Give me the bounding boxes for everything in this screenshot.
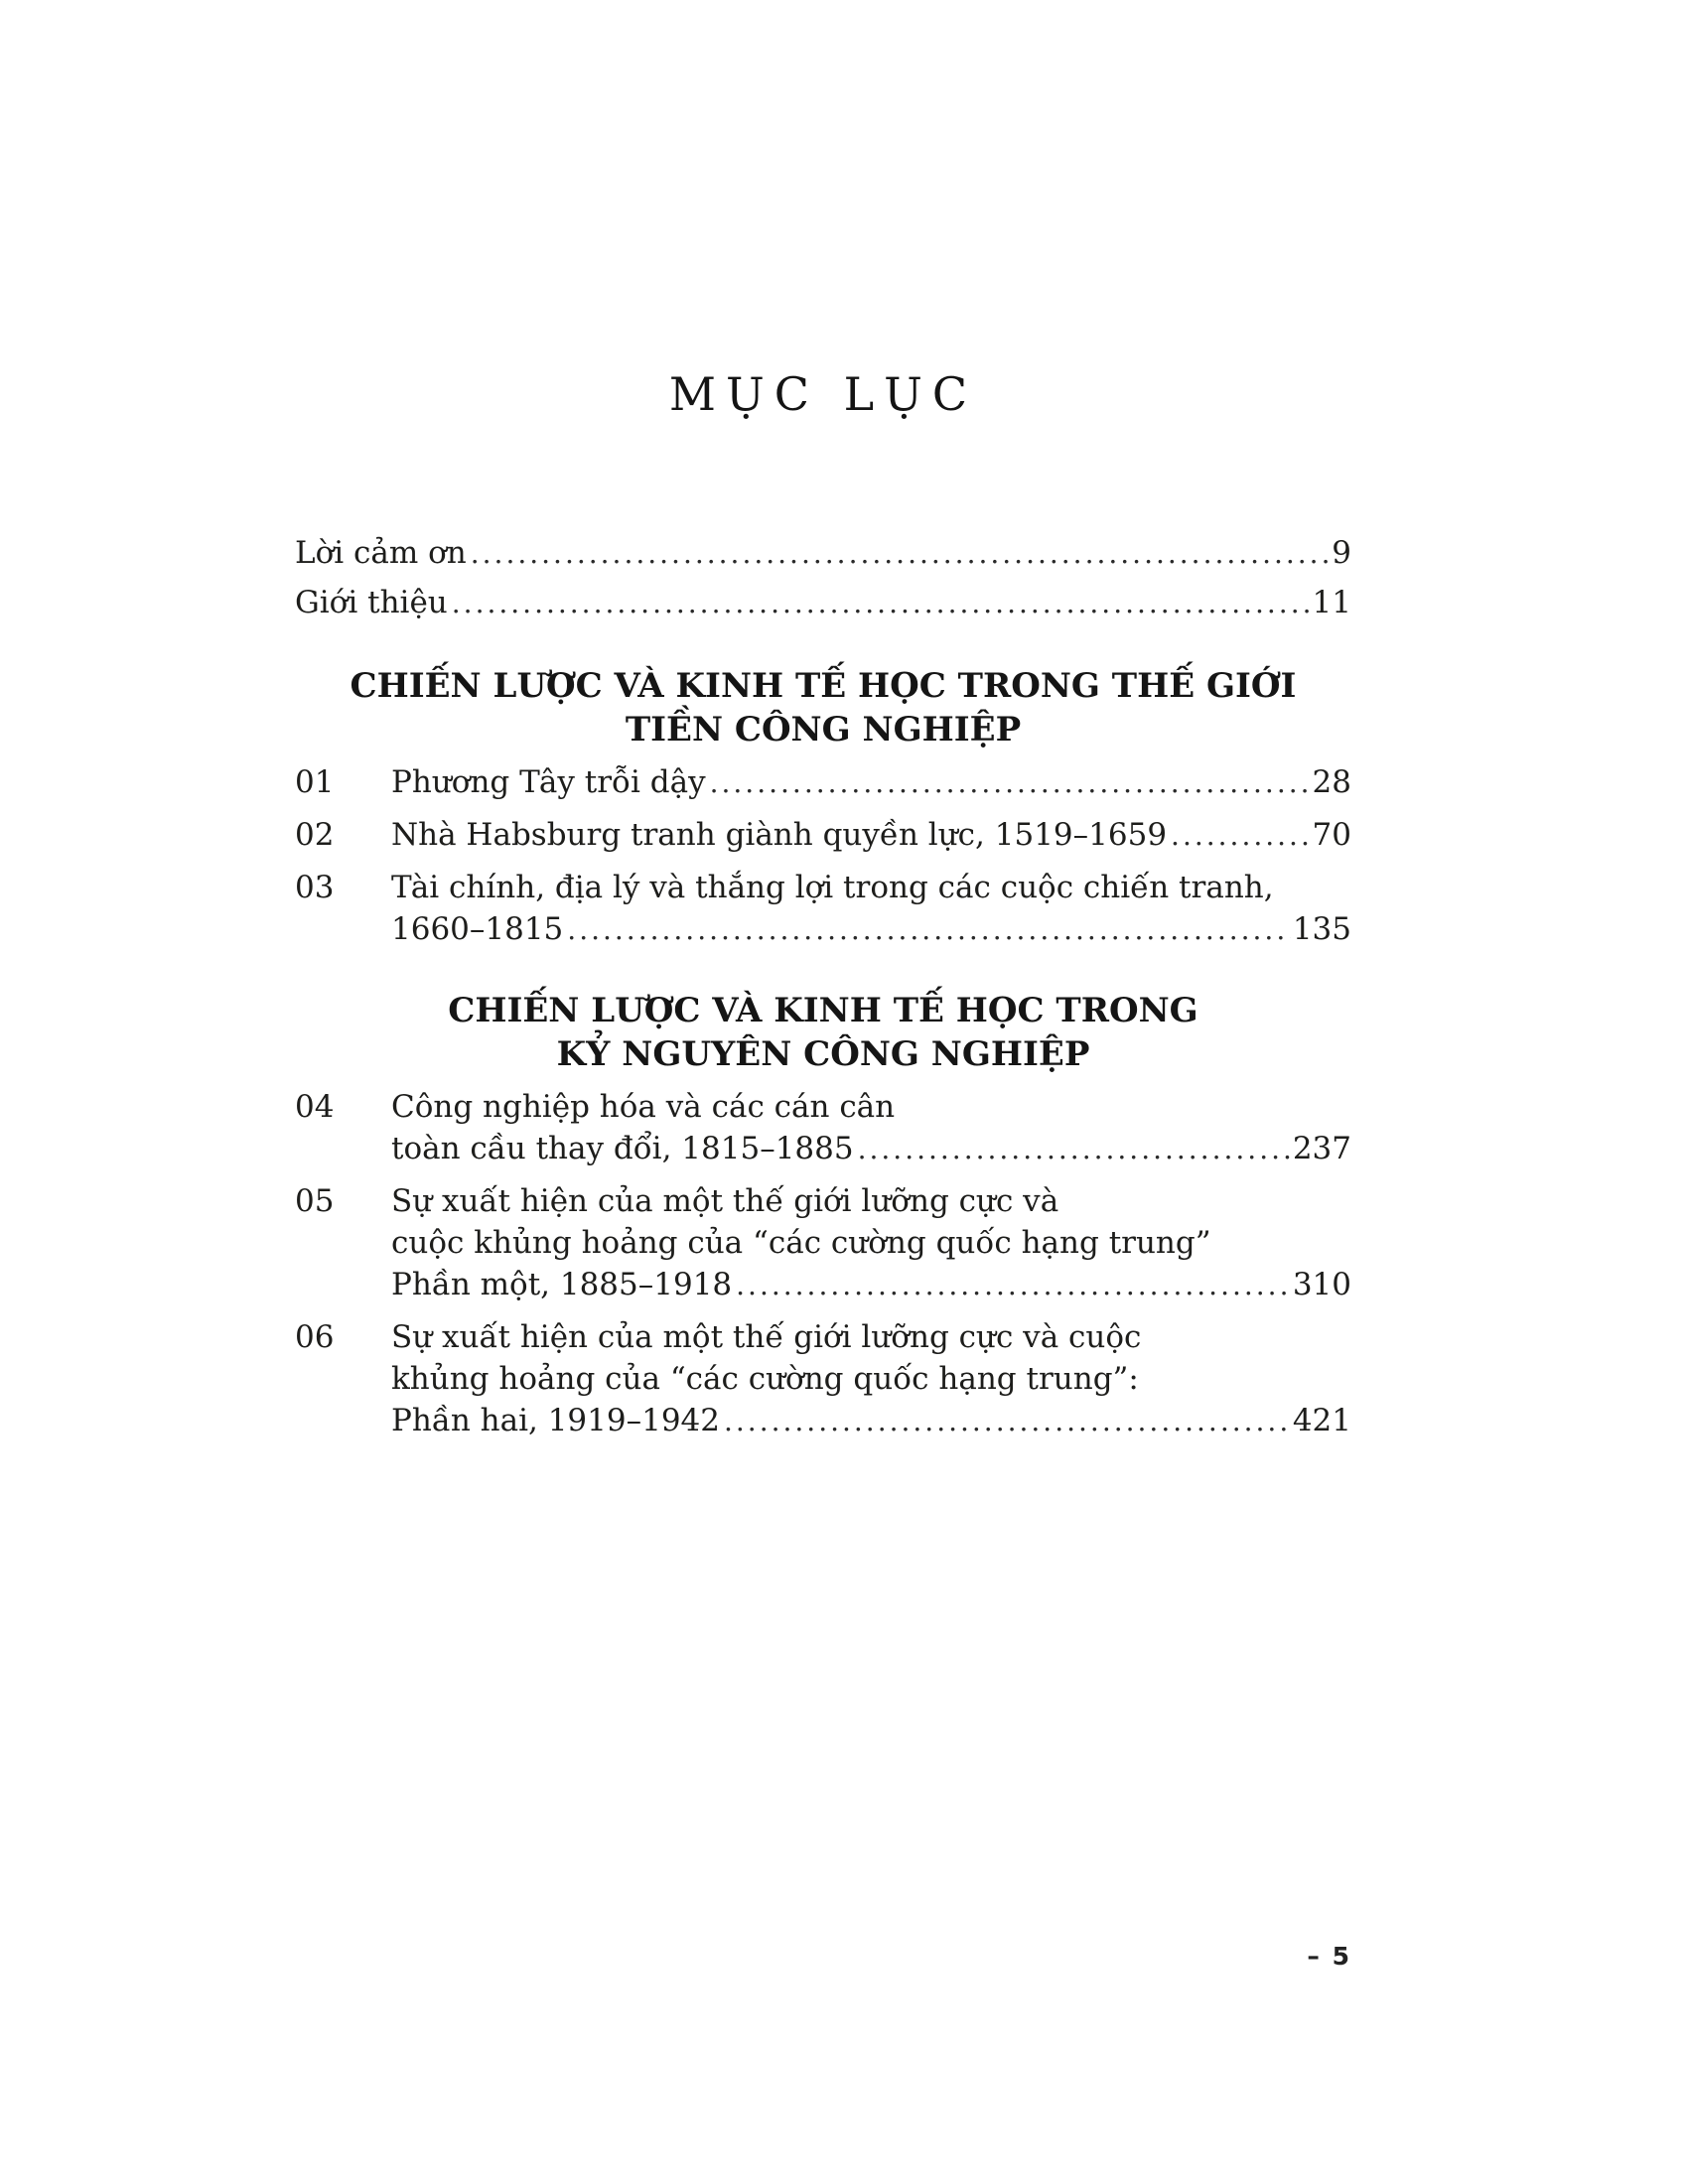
toc-entry-label: Phần hai, 1919–1942: [391, 1403, 720, 1438]
toc-entry-label: Phương Tây trỗi dậy: [391, 764, 706, 800]
toc-entry-line: [391, 1358, 1351, 1400]
toc-entry-body: [391, 1180, 1351, 1306]
toc-entry-line: [391, 908, 1351, 951]
toc-entry: [295, 1316, 1351, 1442]
chapter-number: 04: [295, 1089, 335, 1125]
toc-entry-body: [391, 867, 1351, 951]
toc-page-number: 135: [1292, 911, 1351, 947]
page-title: MỤC LỤC: [668, 367, 978, 421]
dot-leader: [471, 532, 1331, 575]
dot-leader: [736, 1264, 1291, 1306]
toc-entry-label: Giới thiệu: [295, 585, 448, 620]
toc-entry-body: [391, 814, 1351, 857]
dot-leader: [710, 761, 1311, 804]
dot-leader: [452, 582, 1311, 624]
toc-entry-label: Nhà Habsburg tranh giành quyền lực, 1519–1659: [391, 817, 1168, 853]
toc-page-number: 70: [1312, 817, 1351, 853]
dot-leader: [858, 1128, 1291, 1170]
section-heading: [295, 664, 1351, 751]
toc: [295, 532, 1351, 1442]
toc-entry-line: [391, 1264, 1351, 1306]
section-heading: [295, 989, 1351, 1076]
toc-page-number: 28: [1312, 764, 1351, 800]
toc-entry: [295, 1086, 1351, 1170]
toc-front-matter-item: [295, 582, 1351, 624]
section-heading-line: CHIẾN LƯỢC VÀ KINH TẾ HỌC TRONG: [448, 991, 1198, 1030]
toc-entry-line: [391, 1128, 1351, 1170]
toc-entry: [295, 761, 1351, 804]
toc-entry-label: Phần một, 1885–1918: [391, 1267, 733, 1302]
toc-entry-body: [391, 1086, 1351, 1170]
toc-entry-label: Sự xuất hiện của một thế giới lưỡng cực và: [391, 1183, 1059, 1219]
chapter-number: 03: [295, 870, 335, 905]
toc-entry-line: [391, 1180, 1351, 1222]
toc-entry: [295, 814, 1351, 857]
toc-entry-line: [391, 1086, 1351, 1128]
toc-page-number: 310: [1292, 1267, 1351, 1302]
toc-entry-label: khủng hoảng của “các cường quốc hạng trung”:: [391, 1361, 1139, 1397]
chapter-number: 01: [295, 764, 335, 800]
dot-leader: [1171, 814, 1311, 857]
section-heading-line: KỶ NGUYÊN CÔNG NGHIỆP: [556, 1034, 1090, 1074]
toc-entry-label: Lời cảm ơn: [295, 535, 467, 571]
toc-entry-line: [391, 761, 1351, 804]
toc-entry-line: [391, 1316, 1351, 1358]
toc-entry-label: toàn cầu thay đổi, 1815–1885: [391, 1131, 854, 1166]
toc-entry-body: [391, 1316, 1351, 1442]
toc-entry-line: [391, 1400, 1351, 1442]
toc-front-matter-item: [295, 532, 1351, 575]
toc-entry-label: Sự xuất hiện của một thế giới lưỡng cực và cuộc: [391, 1319, 1142, 1355]
toc-entry-label: 1660–1815: [391, 911, 564, 947]
chapter-number: 05: [295, 1183, 335, 1219]
toc-page-number: 237: [1292, 1131, 1351, 1166]
chapter-number: 06: [295, 1319, 335, 1355]
toc-entry-line: [391, 1222, 1351, 1264]
toc-entry-label: cuộc khủng hoảng của “các cường quốc hạng trung”: [391, 1225, 1211, 1261]
toc-entry-body: [391, 761, 1351, 804]
toc-entry: [295, 867, 1351, 951]
section-heading-line: CHIẾN LƯỢC VÀ KINH TẾ HỌC TRONG THẾ GIỚI: [350, 666, 1297, 706]
toc-page-number: 421: [1292, 1403, 1351, 1438]
toc-page-number: 9: [1332, 535, 1351, 571]
chapter-number: 02: [295, 817, 335, 853]
dot-leader: [567, 908, 1291, 951]
folio-page-number: – 5: [1307, 1942, 1351, 1971]
toc-entry-label: Tài chính, địa lý và thắng lợi trong các cuộc chiến tranh,: [391, 870, 1274, 905]
toc-page-number: 11: [1312, 585, 1351, 620]
toc-entry-label: Công nghiệp hóa và các cán cân: [391, 1089, 896, 1125]
toc-entry: [295, 1180, 1351, 1306]
dot-leader: [724, 1400, 1291, 1442]
section-heading-line: TIỀN CÔNG NGHIỆP: [625, 710, 1022, 750]
toc-entry-line: [391, 867, 1351, 908]
toc-entry-line: [391, 814, 1351, 857]
